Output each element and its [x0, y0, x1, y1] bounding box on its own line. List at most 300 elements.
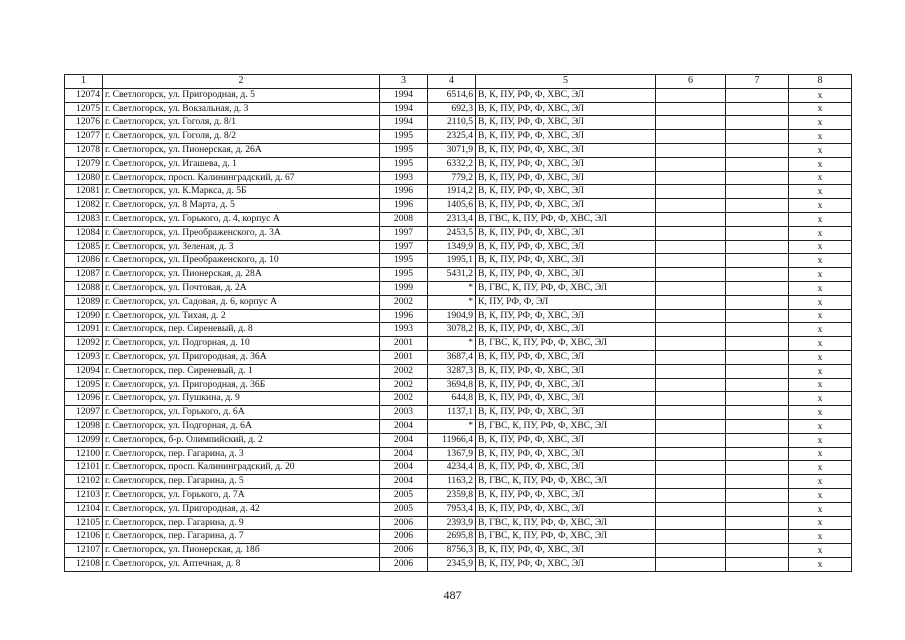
- column-8-cell: x: [789, 281, 852, 295]
- year-cell: 2004: [380, 447, 428, 461]
- year-cell: 2002: [380, 392, 428, 406]
- row-number-cell: 12101: [65, 461, 103, 475]
- row-number-cell: 12107: [65, 544, 103, 558]
- row-number-cell: 12089: [65, 295, 103, 309]
- column-6-cell: [656, 185, 726, 199]
- area-cell: 644,8: [428, 392, 476, 406]
- area-cell: 779,2: [428, 171, 476, 185]
- column-6-cell: [656, 281, 726, 295]
- table-row: [65, 516, 852, 530]
- area-cell: *: [428, 295, 476, 309]
- row-number-cell: 12081: [65, 185, 103, 199]
- utilities-cell: В, К, ПУ, РФ, Ф, ХВС, ЭЛ: [476, 433, 656, 447]
- utilities-cell: В, К, ПУ, РФ, Ф, ХВС, ЭЛ: [476, 488, 656, 502]
- column-8-cell: x: [789, 447, 852, 461]
- area-cell: 1405,6: [428, 199, 476, 213]
- column-6-cell: [656, 254, 726, 268]
- utilities-cell: В, К, ПУ, РФ, Ф, ХВС, ЭЛ: [476, 171, 656, 185]
- table-row: [65, 378, 852, 392]
- utilities-cell: В, К, ПУ, РФ, Ф, ХВС, ЭЛ: [476, 406, 656, 420]
- utilities-cell: В, К, ПУ, РФ, Ф, ХВС, ЭЛ: [476, 254, 656, 268]
- column-7-cell: [726, 102, 789, 116]
- area-cell: 1137,1: [428, 406, 476, 420]
- utilities-cell: В, К, ПУ, РФ, Ф, ХВС, ЭЛ: [476, 502, 656, 516]
- utilities-cell: В, К, ПУ, РФ, Ф, ХВС, ЭЛ: [476, 309, 656, 323]
- table-row: [65, 475, 852, 489]
- year-cell: 2001: [380, 337, 428, 351]
- column-6-cell: [656, 544, 726, 558]
- column-6-cell: [656, 116, 726, 130]
- column-6-cell: [656, 502, 726, 516]
- year-cell: 2006: [380, 557, 428, 571]
- column-6-cell: [656, 295, 726, 309]
- column-6-cell: [656, 323, 726, 337]
- utilities-cell: В, К, ПУ, РФ, Ф, ХВС, ЭЛ: [476, 130, 656, 144]
- column-6-cell: [656, 447, 726, 461]
- column-8-cell: x: [789, 199, 852, 213]
- column-7-cell: [726, 212, 789, 226]
- header-cell: 4: [428, 75, 476, 89]
- header-cell: 3: [380, 75, 428, 89]
- column-7-cell: [726, 295, 789, 309]
- area-cell: 3287,3: [428, 364, 476, 378]
- column-6-cell: [656, 212, 726, 226]
- column-7-cell: [726, 116, 789, 130]
- address-cell: г. Светлогорск, ул. Садовая, д. 6, корпус А: [103, 295, 380, 309]
- table-row: [65, 392, 852, 406]
- address-cell: г. Светлогорск, ул. Гоголя, д. 8/2: [103, 130, 380, 144]
- row-number-cell: 12088: [65, 281, 103, 295]
- utilities-cell: В, К, ПУ, РФ, Ф, ХВС, ЭЛ: [476, 157, 656, 171]
- header-cell: 6: [656, 75, 726, 89]
- column-6-cell: [656, 461, 726, 475]
- row-number-cell: 12095: [65, 378, 103, 392]
- column-6-cell: [656, 475, 726, 489]
- column-6-cell: [656, 337, 726, 351]
- column-6-cell: [656, 392, 726, 406]
- year-cell: 2004: [380, 419, 428, 433]
- table-row: [65, 488, 852, 502]
- column-8-cell: x: [789, 323, 852, 337]
- column-6-cell: [656, 350, 726, 364]
- utilities-cell: В, ГВС, К, ПУ, РФ, Ф, ХВС, ЭЛ: [476, 475, 656, 489]
- row-number-cell: 12078: [65, 143, 103, 157]
- address-cell: г. Светлогорск, ул. Пригородная, д. 36Б: [103, 378, 380, 392]
- area-cell: 2453,5: [428, 226, 476, 240]
- utilities-cell: В, К, ПУ, РФ, Ф, ХВС, ЭЛ: [476, 268, 656, 282]
- year-cell: 2002: [380, 378, 428, 392]
- row-number-cell: 12105: [65, 516, 103, 530]
- header-cell: 1: [65, 75, 103, 89]
- column-8-cell: x: [789, 475, 852, 489]
- column-8-cell: x: [789, 530, 852, 544]
- table-row: [65, 447, 852, 461]
- column-8-cell: x: [789, 337, 852, 351]
- column-6-cell: [656, 406, 726, 420]
- column-6-cell: [656, 419, 726, 433]
- row-number-cell: 12104: [65, 502, 103, 516]
- table-row: [65, 88, 852, 102]
- column-6-cell: [656, 88, 726, 102]
- column-8-cell: x: [789, 185, 852, 199]
- year-cell: 1997: [380, 240, 428, 254]
- table-row: [65, 295, 852, 309]
- address-cell: г. Светлогорск, пер. Гагарина, д. 3: [103, 447, 380, 461]
- utilities-cell: В, К, ПУ, РФ, Ф, ХВС, ЭЛ: [476, 364, 656, 378]
- address-cell: г. Светлогорск, ул. Горького, д. 7А: [103, 488, 380, 502]
- row-number-cell: 12106: [65, 530, 103, 544]
- column-6-cell: [656, 309, 726, 323]
- column-7-cell: [726, 171, 789, 185]
- area-cell: 4234,4: [428, 461, 476, 475]
- area-cell: 1349,9: [428, 240, 476, 254]
- address-cell: г. Светлогорск, ул. Игашева, д. 1: [103, 157, 380, 171]
- column-7-cell: [726, 226, 789, 240]
- column-8-cell: x: [789, 130, 852, 144]
- column-7-cell: [726, 143, 789, 157]
- table-row: [65, 530, 852, 544]
- table-row: [65, 185, 852, 199]
- column-7-cell: [726, 419, 789, 433]
- column-8-cell: x: [789, 143, 852, 157]
- column-7-cell: [726, 530, 789, 544]
- address-cell: г. Светлогорск, ул. Почтовая, д. 2А: [103, 281, 380, 295]
- year-cell: 1995: [380, 157, 428, 171]
- year-cell: 1993: [380, 323, 428, 337]
- column-8-cell: x: [789, 212, 852, 226]
- housing-register-table: [64, 74, 852, 572]
- column-6-cell: [656, 488, 726, 502]
- year-cell: 2006: [380, 516, 428, 530]
- address-cell: г. Светлогорск, ул. Пушкина, д. 9: [103, 392, 380, 406]
- utilities-cell: В, ГВС, К, ПУ, РФ, Ф, ХВС, ЭЛ: [476, 419, 656, 433]
- utilities-cell: В, К, ПУ, РФ, Ф, ХВС, ЭЛ: [476, 323, 656, 337]
- utilities-cell: В, К, ПУ, РФ, Ф, ХВС, ЭЛ: [476, 461, 656, 475]
- row-number-cell: 12077: [65, 130, 103, 144]
- column-6-cell: [656, 102, 726, 116]
- area-cell: 1904,9: [428, 309, 476, 323]
- row-number-cell: 12102: [65, 475, 103, 489]
- column-8-cell: x: [789, 240, 852, 254]
- area-cell: *: [428, 281, 476, 295]
- address-cell: г. Светлогорск, пер. Сиреневый, д. 8: [103, 323, 380, 337]
- column-8-cell: x: [789, 378, 852, 392]
- address-cell: г. Светлогорск, ул. Пригородная, д. 42: [103, 502, 380, 516]
- utilities-cell: В, К, ПУ, РФ, Ф, ХВС, ЭЛ: [476, 557, 656, 571]
- year-cell: 2004: [380, 433, 428, 447]
- column-7-cell: [726, 130, 789, 144]
- area-cell: 1914,2: [428, 185, 476, 199]
- area-cell: 3078,2: [428, 323, 476, 337]
- utilities-cell: В, К, ПУ, РФ, Ф, ХВС, ЭЛ: [476, 392, 656, 406]
- year-cell: 2006: [380, 544, 428, 558]
- area-cell: 6332,2: [428, 157, 476, 171]
- area-cell: 2313,4: [428, 212, 476, 226]
- column-7-cell: [726, 557, 789, 571]
- utilities-cell: В, К, ПУ, РФ, Ф, ХВС, ЭЛ: [476, 199, 656, 213]
- column-8-cell: x: [789, 226, 852, 240]
- utilities-cell: В, К, ПУ, РФ, Ф, ХВС, ЭЛ: [476, 544, 656, 558]
- column-8-cell: x: [789, 295, 852, 309]
- year-cell: 1999: [380, 281, 428, 295]
- column-8-cell: x: [789, 502, 852, 516]
- table-row: [65, 254, 852, 268]
- column-6-cell: [656, 143, 726, 157]
- column-6-cell: [656, 157, 726, 171]
- column-8-cell: x: [789, 406, 852, 420]
- area-cell: 5431,2: [428, 268, 476, 282]
- address-cell: г. Светлогорск, ул. Пригородная, д. 5: [103, 88, 380, 102]
- column-6-cell: [656, 530, 726, 544]
- table-row: [65, 212, 852, 226]
- table-row: [65, 461, 852, 475]
- area-cell: *: [428, 419, 476, 433]
- area-cell: *: [428, 337, 476, 351]
- row-number-cell: 12094: [65, 364, 103, 378]
- column-8-cell: x: [789, 557, 852, 571]
- year-cell: 1995: [380, 143, 428, 157]
- table-row: [65, 406, 852, 420]
- column-6-cell: [656, 433, 726, 447]
- row-number-cell: 12100: [65, 447, 103, 461]
- address-cell: г. Светлогорск, ул. Подгорная, д. 10: [103, 337, 380, 351]
- column-7-cell: [726, 88, 789, 102]
- row-number-cell: 12075: [65, 102, 103, 116]
- table-row: [65, 102, 852, 116]
- column-7-cell: [726, 475, 789, 489]
- year-cell: 2004: [380, 475, 428, 489]
- column-6-cell: [656, 557, 726, 571]
- table-row: [65, 171, 852, 185]
- address-cell: г. Светлогорск, ул. Аптечная, д. 8: [103, 557, 380, 571]
- utilities-cell: В, ГВС, К, ПУ, РФ, Ф, ХВС, ЭЛ: [476, 516, 656, 530]
- column-7-cell: [726, 281, 789, 295]
- year-cell: 1996: [380, 309, 428, 323]
- column-8-cell: x: [789, 364, 852, 378]
- table-row: [65, 309, 852, 323]
- row-number-cell: 12097: [65, 406, 103, 420]
- year-cell: 2006: [380, 530, 428, 544]
- row-number-cell: 12103: [65, 488, 103, 502]
- area-cell: 3687,4: [428, 350, 476, 364]
- column-8-cell: x: [789, 461, 852, 475]
- table-row: [65, 143, 852, 157]
- address-cell: г. Светлогорск, ул. Зеленая, д. 3: [103, 240, 380, 254]
- address-cell: г. Светлогорск, пер. Сиреневый, д. 1: [103, 364, 380, 378]
- area-cell: 11966,4: [428, 433, 476, 447]
- column-6-cell: [656, 378, 726, 392]
- column-8-cell: x: [789, 544, 852, 558]
- table-row: [65, 350, 852, 364]
- address-cell: г. Светлогорск, ул. Пионерская, д. 18б: [103, 544, 380, 558]
- year-cell: 2002: [380, 364, 428, 378]
- header-row: [65, 75, 852, 89]
- utilities-cell: В, ГВС, К, ПУ, РФ, Ф, ХВС, ЭЛ: [476, 337, 656, 351]
- column-7-cell: [726, 254, 789, 268]
- column-7-cell: [726, 350, 789, 364]
- row-number-cell: 12086: [65, 254, 103, 268]
- column-6-cell: [656, 240, 726, 254]
- row-number-cell: 12084: [65, 226, 103, 240]
- column-7-cell: [726, 516, 789, 530]
- column-7-cell: [726, 364, 789, 378]
- column-7-cell: [726, 502, 789, 516]
- year-cell: 1995: [380, 130, 428, 144]
- utilities-cell: В, К, ПУ, РФ, Ф, ХВС, ЭЛ: [476, 350, 656, 364]
- area-cell: 6514,6: [428, 88, 476, 102]
- column-7-cell: [726, 268, 789, 282]
- utilities-cell: В, ГВС, К, ПУ, РФ, Ф, ХВС, ЭЛ: [476, 281, 656, 295]
- year-cell: 1994: [380, 88, 428, 102]
- row-number-cell: 12079: [65, 157, 103, 171]
- page-number: 487: [443, 588, 462, 602]
- column-8-cell: x: [789, 116, 852, 130]
- year-cell: 1993: [380, 171, 428, 185]
- table-row: [65, 240, 852, 254]
- address-cell: г. Светлогорск, пер. Гагарина, д. 9: [103, 516, 380, 530]
- area-cell: 2695,8: [428, 530, 476, 544]
- column-8-cell: x: [789, 392, 852, 406]
- area-cell: 7953,4: [428, 502, 476, 516]
- year-cell: 1995: [380, 254, 428, 268]
- column-6-cell: [656, 364, 726, 378]
- row-number-cell: 12090: [65, 309, 103, 323]
- address-cell: г. Светлогорск, пер. Гагарина, д. 7: [103, 530, 380, 544]
- year-cell: 1994: [380, 116, 428, 130]
- row-number-cell: 12092: [65, 337, 103, 351]
- row-number-cell: 12085: [65, 240, 103, 254]
- year-cell: 1997: [380, 226, 428, 240]
- utilities-cell: В, ГВС, К, ПУ, РФ, Ф, ХВС, ЭЛ: [476, 530, 656, 544]
- table-row: [65, 268, 852, 282]
- column-6-cell: [656, 516, 726, 530]
- row-number-cell: 12083: [65, 212, 103, 226]
- address-cell: г. Светлогорск, ул. Горького, д. 6А: [103, 406, 380, 420]
- year-cell: 2001: [380, 350, 428, 364]
- column-7-cell: [726, 461, 789, 475]
- utilities-cell: В, К, ПУ, РФ, Ф, ХВС, ЭЛ: [476, 116, 656, 130]
- address-cell: г. Светлогорск, ул. Пионерская, д. 28А: [103, 268, 380, 282]
- table-row: [65, 544, 852, 558]
- column-8-cell: x: [789, 102, 852, 116]
- column-8-cell: x: [789, 88, 852, 102]
- year-cell: 1996: [380, 185, 428, 199]
- year-cell: 2002: [380, 295, 428, 309]
- table-row: [65, 337, 852, 351]
- utilities-cell: В, К, ПУ, РФ, Ф, ХВС, ЭЛ: [476, 185, 656, 199]
- row-number-cell: 12080: [65, 171, 103, 185]
- utilities-cell: В, К, ПУ, РФ, Ф, ХВС, ЭЛ: [476, 88, 656, 102]
- address-cell: г. Светлогорск, ул. К.Маркса, д. 5Б: [103, 185, 380, 199]
- column-6-cell: [656, 130, 726, 144]
- area-cell: 3694,8: [428, 378, 476, 392]
- year-cell: 2008: [380, 212, 428, 226]
- column-7-cell: [726, 378, 789, 392]
- area-cell: 692,3: [428, 102, 476, 116]
- header-cell: 2: [103, 75, 380, 89]
- area-cell: 2359,8: [428, 488, 476, 502]
- utilities-cell: В, К, ПУ, РФ, Ф, ХВС, ЭЛ: [476, 102, 656, 116]
- column-7-cell: [726, 406, 789, 420]
- address-cell: г. Светлогорск, ул. 8 Марта, д. 5: [103, 199, 380, 213]
- row-number-cell: 12098: [65, 419, 103, 433]
- column-8-cell: x: [789, 419, 852, 433]
- address-cell: г. Светлогорск, ул. Гоголя, д. 8/1: [103, 116, 380, 130]
- utilities-cell: В, К, ПУ, РФ, Ф, ХВС, ЭЛ: [476, 378, 656, 392]
- row-number-cell: 12076: [65, 116, 103, 130]
- header-cell: 7: [726, 75, 789, 89]
- table-row: [65, 323, 852, 337]
- column-7-cell: [726, 185, 789, 199]
- column-8-cell: x: [789, 433, 852, 447]
- column-8-cell: x: [789, 171, 852, 185]
- row-number-cell: 12108: [65, 557, 103, 571]
- column-7-cell: [726, 337, 789, 351]
- column-7-cell: [726, 392, 789, 406]
- row-number-cell: 12099: [65, 433, 103, 447]
- table-row: [65, 226, 852, 240]
- table-row: [65, 130, 852, 144]
- column-8-cell: x: [789, 309, 852, 323]
- header-cell: 8: [789, 75, 852, 89]
- address-cell: г. Светлогорск, ул. Горького, д. 4, корпус А: [103, 212, 380, 226]
- column-6-cell: [656, 226, 726, 240]
- utilities-cell: В, К, ПУ, РФ, Ф, ХВС, ЭЛ: [476, 240, 656, 254]
- row-number-cell: 12091: [65, 323, 103, 337]
- area-cell: 1995,1: [428, 254, 476, 268]
- address-cell: г. Светлогорск, просп. Калининградский, д. 20: [103, 461, 380, 475]
- area-cell: 2345,9: [428, 557, 476, 571]
- utilities-cell: В, К, ПУ, РФ, Ф, ХВС, ЭЛ: [476, 226, 656, 240]
- area-cell: 8756,3: [428, 544, 476, 558]
- area-cell: 2393,9: [428, 516, 476, 530]
- column-7-cell: [726, 240, 789, 254]
- row-number-cell: 12096: [65, 392, 103, 406]
- area-cell: 3071,9: [428, 143, 476, 157]
- header-cell: 5: [476, 75, 656, 89]
- column-7-cell: [726, 488, 789, 502]
- column-7-cell: [726, 323, 789, 337]
- area-cell: 2325,4: [428, 130, 476, 144]
- address-cell: г. Светлогорск, ул. Пригородная, д. 36А: [103, 350, 380, 364]
- address-cell: г. Светлогорск, ул. Подгорная, д. 6А: [103, 419, 380, 433]
- year-cell: 1996: [380, 199, 428, 213]
- utilities-cell: В, К, ПУ, РФ, Ф, ХВС, ЭЛ: [476, 447, 656, 461]
- area-cell: 2110,5: [428, 116, 476, 130]
- column-7-cell: [726, 544, 789, 558]
- table-row: [65, 364, 852, 378]
- table-row: [65, 419, 852, 433]
- year-cell: 1995: [380, 268, 428, 282]
- table-row: [65, 433, 852, 447]
- column-6-cell: [656, 268, 726, 282]
- row-number-cell: 12082: [65, 199, 103, 213]
- column-7-cell: [726, 199, 789, 213]
- year-cell: 2005: [380, 488, 428, 502]
- column-8-cell: x: [789, 488, 852, 502]
- table-row: [65, 199, 852, 213]
- row-number-cell: 12093: [65, 350, 103, 364]
- table-row: [65, 116, 852, 130]
- address-cell: г. Светлогорск, ул. Преображенского, д. 10: [103, 254, 380, 268]
- year-cell: 2005: [380, 502, 428, 516]
- table-row: [65, 281, 852, 295]
- address-cell: г. Светлогорск, ул. Тихая, д. 2: [103, 309, 380, 323]
- column-7-cell: [726, 433, 789, 447]
- column-7-cell: [726, 447, 789, 461]
- column-8-cell: x: [789, 350, 852, 364]
- table-row: [65, 502, 852, 516]
